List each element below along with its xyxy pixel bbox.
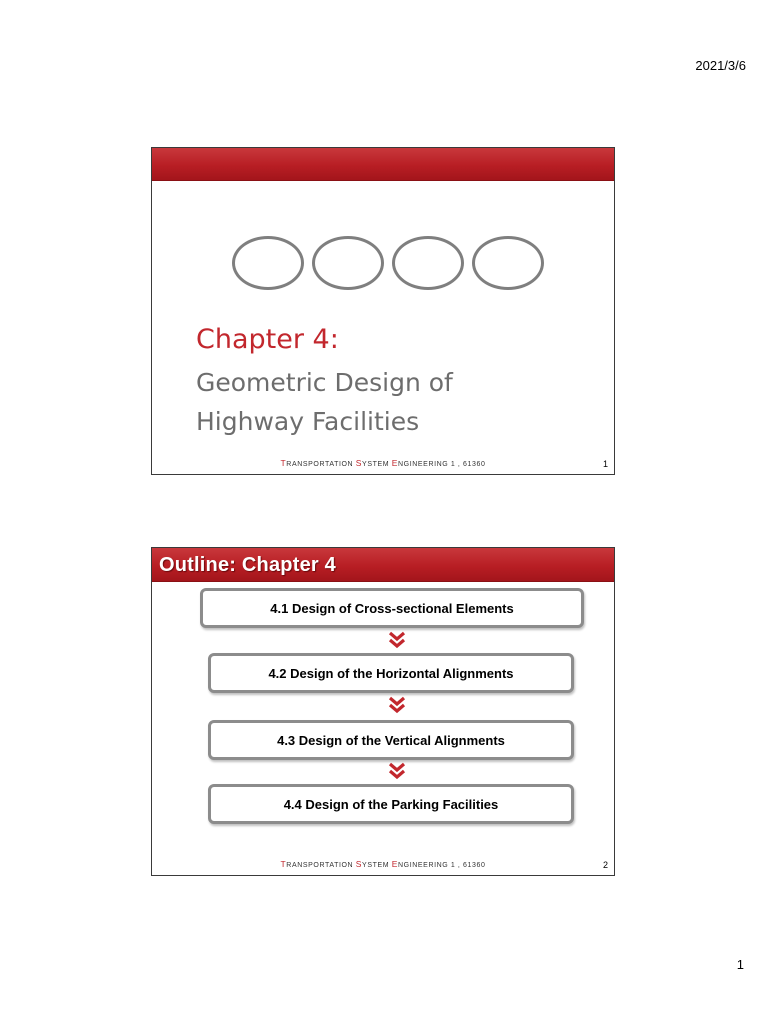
slide-number: 2: [602, 860, 608, 870]
footer-text-s: YSTEM: [362, 862, 392, 869]
outline-item-1: 4.1 Design of Cross-sectional Elements: [200, 588, 584, 628]
slide-2: [151, 547, 615, 876]
rings-decoration: [232, 236, 546, 292]
footer-cap-t: T: [280, 859, 287, 869]
outline-item-4: 4.4 Design of the Parking Facilities: [208, 784, 574, 824]
ring-icon: [232, 236, 304, 290]
footer-text-t: RANSPORTATION: [286, 461, 356, 468]
footer-cap-e: E: [391, 859, 398, 869]
footer-cap-t: T: [280, 458, 287, 468]
print-date: 2021/3/6: [695, 58, 746, 73]
slide-title: Outline: Chapter 4: [159, 554, 336, 576]
slide-header-bar: [152, 148, 614, 181]
slide-1: [151, 147, 615, 475]
slide-footer: [152, 458, 614, 468]
footer-text-e: NGINEERING 1 , 61360: [398, 862, 486, 869]
outline-item-3: 4.3 Design of the Vertical Alignments: [208, 720, 574, 760]
ring-icon: [472, 236, 544, 290]
footer-text-e: NGINEERING 1 , 61360: [398, 461, 486, 468]
ring-icon: [392, 236, 464, 290]
slide-number: 1: [602, 459, 608, 469]
chapter-title: Chapter 4:: [196, 324, 339, 355]
outline-item-2: 4.2 Design of the Horizontal Alignments: [208, 653, 574, 693]
page-number: 1: [736, 957, 744, 972]
double-chevron-down-icon: [388, 631, 406, 651]
double-chevron-down-icon: [388, 696, 406, 716]
footer-cap-s: S: [355, 859, 363, 869]
ring-icon: [312, 236, 384, 290]
slide-header-bar: [152, 548, 614, 582]
chapter-subtitle: [196, 363, 453, 441]
footer-cap-s: S: [355, 458, 363, 468]
footer-text-s: YSTEM: [362, 461, 392, 468]
footer-text-t: RANSPORTATION: [286, 862, 356, 869]
double-chevron-down-icon: [388, 762, 406, 782]
footer-cap-e: E: [391, 458, 398, 468]
slide-footer: [152, 859, 614, 869]
subtitle-line-2: Highway Facilities: [196, 407, 420, 436]
subtitle-line-1: Geometric Design of: [196, 368, 453, 397]
